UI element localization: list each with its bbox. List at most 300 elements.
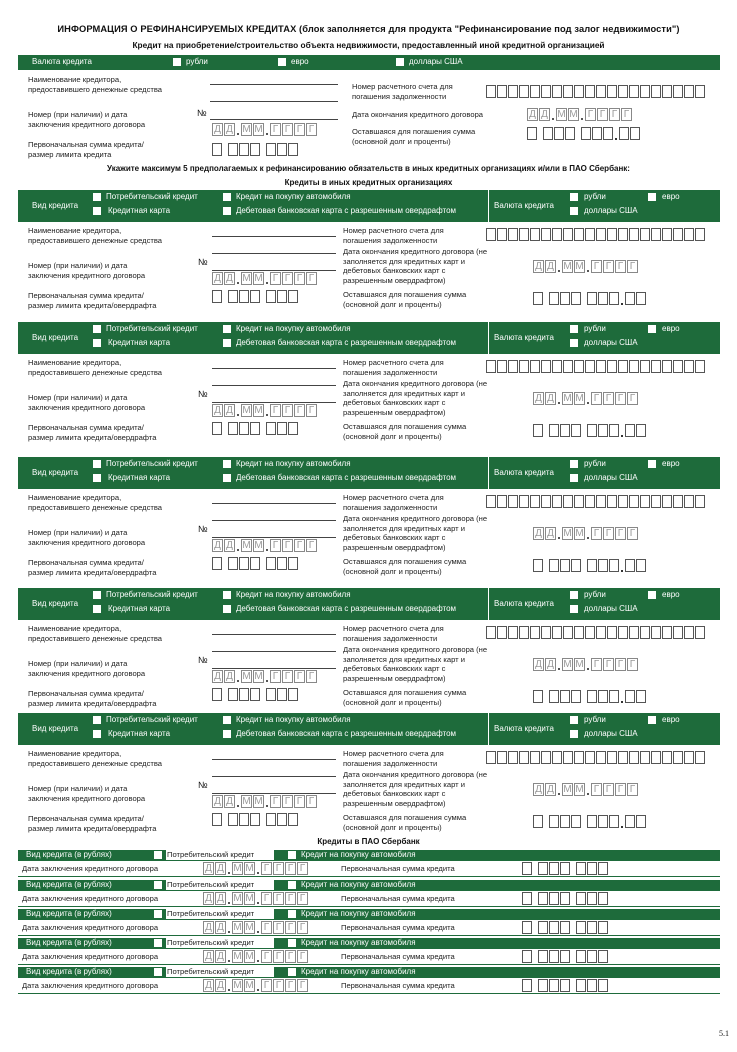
- date-cell[interactable]: М: [557, 109, 566, 120]
- digit-cell[interactable]: [585, 495, 595, 508]
- contract-date-field[interactable]: [212, 404, 318, 417]
- digit-cell[interactable]: [486, 360, 496, 373]
- digit-cell[interactable]: [695, 85, 705, 98]
- type-checkbox[interactable]: [288, 910, 296, 918]
- digit-cell[interactable]: [587, 921, 597, 934]
- date-cell[interactable]: Г: [282, 795, 293, 808]
- date-cell[interactable]: М: [242, 124, 251, 135]
- digit-cell[interactable]: [695, 228, 705, 241]
- digit-cell[interactable]: [497, 751, 507, 764]
- digit-cell[interactable]: [541, 626, 551, 639]
- digit-cell[interactable]: [486, 228, 496, 241]
- date-cell[interactable]: Г: [261, 921, 272, 934]
- date-cell[interactable]: М: [245, 951, 254, 962]
- digit-cell[interactable]: [212, 557, 222, 570]
- date-cell[interactable]: Г: [270, 272, 281, 285]
- creditor-line[interactable]: [212, 503, 336, 504]
- type-checkbox[interactable]: [93, 591, 101, 599]
- date-cell[interactable]: Г: [591, 527, 602, 540]
- currency-checkbox[interactable]: [648, 591, 656, 599]
- currency-checkbox[interactable]: [173, 58, 181, 66]
- date-cell[interactable]: Д: [212, 123, 223, 136]
- currency-checkbox[interactable]: [570, 207, 578, 215]
- date-cell[interactable]: М: [242, 540, 251, 551]
- date-cell[interactable]: Д: [539, 108, 550, 121]
- amount-field[interactable]: [212, 422, 299, 435]
- digit-cell[interactable]: [508, 85, 518, 98]
- digit-cell[interactable]: [554, 127, 564, 140]
- digit-cell[interactable]: [640, 751, 650, 764]
- digit-cell[interactable]: [228, 143, 238, 156]
- end-date-field[interactable]: [533, 392, 639, 405]
- digit-cell[interactable]: [212, 688, 222, 701]
- digit-cell[interactable]: [587, 424, 597, 437]
- account-field[interactable]: [486, 360, 706, 373]
- contract-date-field[interactable]: [203, 862, 309, 875]
- digit-cell[interactable]: [571, 424, 581, 437]
- digit-cell[interactable]: [538, 950, 548, 963]
- digit-cell[interactable]: [560, 892, 570, 905]
- digit-cell[interactable]: [587, 950, 597, 963]
- digit-cell[interactable]: [609, 424, 619, 437]
- account-field[interactable]: [486, 85, 706, 98]
- date-cell[interactable]: Г: [270, 670, 281, 683]
- digit-cell[interactable]: [239, 557, 249, 570]
- digit-cell[interactable]: [277, 290, 287, 303]
- type-checkbox[interactable]: [93, 460, 101, 468]
- date-cell[interactable]: Г: [285, 862, 296, 875]
- digit-cell[interactable]: [609, 292, 619, 305]
- digit-cell[interactable]: [609, 815, 619, 828]
- amount-field[interactable]: [212, 143, 299, 156]
- digit-cell[interactable]: [598, 559, 608, 572]
- digit-cell[interactable]: [563, 85, 573, 98]
- digit-cell[interactable]: [607, 626, 617, 639]
- contract-number-line[interactable]: [210, 119, 338, 120]
- digit-cell[interactable]: [625, 815, 635, 828]
- date-cell[interactable]: М: [563, 659, 572, 670]
- digit-cell[interactable]: [288, 557, 298, 570]
- date-cell[interactable]: Г: [270, 123, 281, 136]
- digit-cell[interactable]: [673, 360, 683, 373]
- digit-cell[interactable]: [673, 751, 683, 764]
- digit-cell[interactable]: [486, 495, 496, 508]
- date-cell[interactable]: Г: [261, 979, 272, 992]
- creditor-line-2[interactable]: [212, 253, 336, 254]
- digit-cell[interactable]: [684, 495, 694, 508]
- date-cell[interactable]: Г: [282, 123, 293, 136]
- digit-cell[interactable]: [212, 813, 222, 826]
- contract-date-field[interactable]: [212, 272, 318, 285]
- currency-checkbox[interactable]: [570, 339, 578, 347]
- date-cell[interactable]: Д: [203, 950, 214, 963]
- digit-cell[interactable]: [618, 751, 628, 764]
- digit-cell[interactable]: [662, 495, 672, 508]
- digit-cell[interactable]: [618, 360, 628, 373]
- date-cell[interactable]: Г: [603, 783, 614, 796]
- date-cell[interactable]: Г: [270, 795, 281, 808]
- date-cell[interactable]: Д: [212, 272, 223, 285]
- digit-cell[interactable]: [598, 424, 608, 437]
- digit-cell[interactable]: [486, 85, 496, 98]
- digit-cell[interactable]: [587, 892, 597, 905]
- date-cell[interactable]: Д: [212, 795, 223, 808]
- amount-field[interactable]: [212, 290, 299, 303]
- digit-cell[interactable]: [288, 422, 298, 435]
- date-cell[interactable]: Г: [273, 979, 284, 992]
- digit-cell[interactable]: [288, 143, 298, 156]
- type-checkbox[interactable]: [223, 730, 231, 738]
- digit-cell[interactable]: [571, 690, 581, 703]
- digit-cell[interactable]: [277, 813, 287, 826]
- digit-cell[interactable]: [549, 815, 559, 828]
- digit-cell[interactable]: [618, 85, 628, 98]
- date-cell[interactable]: Д: [533, 392, 544, 405]
- digit-cell[interactable]: [662, 85, 672, 98]
- date-cell[interactable]: Г: [627, 260, 638, 273]
- date-cell[interactable]: Г: [627, 658, 638, 671]
- digit-cell[interactable]: [571, 559, 581, 572]
- digit-cell[interactable]: [587, 559, 597, 572]
- digit-cell[interactable]: [560, 292, 570, 305]
- remaining-field[interactable]: [527, 127, 641, 140]
- digit-cell[interactable]: [684, 751, 694, 764]
- date-cell[interactable]: Д: [545, 392, 556, 405]
- currency-checkbox[interactable]: [396, 58, 404, 66]
- digit-cell[interactable]: [629, 228, 639, 241]
- digit-cell[interactable]: [250, 143, 260, 156]
- digit-cell[interactable]: [603, 127, 613, 140]
- digit-cell[interactable]: [560, 979, 570, 992]
- date-cell[interactable]: Г: [294, 404, 305, 417]
- date-cell[interactable]: Г: [306, 404, 317, 417]
- digit-cell[interactable]: [571, 815, 581, 828]
- currency-checkbox[interactable]: [570, 591, 578, 599]
- digit-cell[interactable]: [695, 360, 705, 373]
- digit-cell[interactable]: [651, 751, 661, 764]
- remaining-field[interactable]: [533, 559, 647, 572]
- date-cell[interactable]: Г: [294, 123, 305, 136]
- digit-cell[interactable]: [549, 292, 559, 305]
- digit-cell[interactable]: [618, 495, 628, 508]
- digit-cell[interactable]: [576, 862, 586, 875]
- digit-cell[interactable]: [519, 85, 529, 98]
- type-checkbox[interactable]: [93, 605, 101, 613]
- digit-cell[interactable]: [497, 228, 507, 241]
- digit-cell[interactable]: [607, 360, 617, 373]
- date-cell[interactable]: М: [254, 671, 263, 682]
- digit-cell[interactable]: [530, 626, 540, 639]
- contract-number-line[interactable]: [212, 402, 336, 403]
- digit-cell[interactable]: [587, 979, 597, 992]
- date-cell[interactable]: М: [563, 784, 572, 795]
- contract-date-field[interactable]: [212, 539, 318, 552]
- digit-cell[interactable]: [576, 921, 586, 934]
- date-cell[interactable]: Г: [591, 260, 602, 273]
- digit-cell[interactable]: [288, 813, 298, 826]
- digit-cell[interactable]: [607, 228, 617, 241]
- digit-cell[interactable]: [212, 290, 222, 303]
- digit-cell[interactable]: [549, 559, 559, 572]
- date-cell[interactable]: Г: [294, 795, 305, 808]
- contract-date-field[interactable]: [203, 979, 309, 992]
- date-cell[interactable]: Г: [294, 272, 305, 285]
- digit-cell[interactable]: [574, 626, 584, 639]
- digit-cell[interactable]: [560, 862, 570, 875]
- date-cell[interactable]: М: [254, 405, 263, 416]
- currency-checkbox[interactable]: [648, 325, 656, 333]
- end-date-field[interactable]: [533, 527, 639, 540]
- contract-number-line[interactable]: [212, 793, 336, 794]
- digit-cell[interactable]: [486, 751, 496, 764]
- digit-cell[interactable]: [673, 495, 683, 508]
- digit-cell[interactable]: [552, 228, 562, 241]
- digit-cell[interactable]: [519, 495, 529, 508]
- digit-cell[interactable]: [598, 862, 608, 875]
- digit-cell[interactable]: [239, 813, 249, 826]
- contract-number-line[interactable]: [212, 270, 336, 271]
- type-checkbox[interactable]: [223, 605, 231, 613]
- digit-cell[interactable]: [587, 862, 597, 875]
- account-field[interactable]: [486, 228, 706, 241]
- account-field[interactable]: [486, 626, 706, 639]
- date-cell[interactable]: Д: [533, 658, 544, 671]
- digit-cell[interactable]: [571, 292, 581, 305]
- digit-cell[interactable]: [497, 495, 507, 508]
- digit-cell[interactable]: [266, 143, 276, 156]
- digit-cell[interactable]: [695, 495, 705, 508]
- digit-cell[interactable]: [651, 495, 661, 508]
- date-cell[interactable]: Г: [294, 670, 305, 683]
- date-cell[interactable]: Г: [297, 892, 308, 905]
- digit-cell[interactable]: [549, 921, 559, 934]
- digit-cell[interactable]: [560, 690, 570, 703]
- digit-cell[interactable]: [563, 751, 573, 764]
- type-checkbox[interactable]: [223, 339, 231, 347]
- digit-cell[interactable]: [549, 892, 559, 905]
- digit-cell[interactable]: [508, 751, 518, 764]
- digit-cell[interactable]: [662, 360, 672, 373]
- digit-cell[interactable]: [266, 422, 276, 435]
- digit-cell[interactable]: [585, 85, 595, 98]
- digit-cell[interactable]: [239, 688, 249, 701]
- date-cell[interactable]: Г: [591, 783, 602, 796]
- digit-cell[interactable]: [651, 85, 661, 98]
- digit-cell[interactable]: [277, 688, 287, 701]
- creditor-line-2[interactable]: [212, 651, 336, 652]
- date-cell[interactable]: Д: [224, 123, 235, 136]
- type-checkbox[interactable]: [154, 939, 162, 947]
- date-cell[interactable]: М: [242, 273, 251, 284]
- date-cell[interactable]: Д: [212, 670, 223, 683]
- creditor-line-2[interactable]: [212, 385, 336, 386]
- date-cell[interactable]: Г: [306, 795, 317, 808]
- type-checkbox[interactable]: [93, 193, 101, 201]
- currency-checkbox[interactable]: [570, 474, 578, 482]
- date-cell[interactable]: Г: [285, 892, 296, 905]
- digit-cell[interactable]: [576, 979, 586, 992]
- digit-cell[interactable]: [598, 292, 608, 305]
- date-cell[interactable]: Г: [261, 892, 272, 905]
- digit-cell[interactable]: [651, 360, 661, 373]
- digit-cell[interactable]: [598, 979, 608, 992]
- date-cell[interactable]: М: [569, 109, 578, 120]
- digit-cell[interactable]: [651, 228, 661, 241]
- digit-cell[interactable]: [228, 688, 238, 701]
- amount-field[interactable]: [212, 557, 299, 570]
- digit-cell[interactable]: [574, 751, 584, 764]
- digit-cell[interactable]: [619, 127, 629, 140]
- digit-cell[interactable]: [277, 422, 287, 435]
- date-cell[interactable]: Д: [215, 892, 226, 905]
- date-cell[interactable]: М: [245, 922, 254, 933]
- end-date-field[interactable]: [533, 783, 639, 796]
- account-field[interactable]: [486, 751, 706, 764]
- digit-cell[interactable]: [592, 127, 602, 140]
- type-checkbox[interactable]: [154, 881, 162, 889]
- date-cell[interactable]: М: [233, 893, 242, 904]
- digit-cell[interactable]: [266, 688, 276, 701]
- date-cell[interactable]: Д: [545, 527, 556, 540]
- digit-cell[interactable]: [519, 228, 529, 241]
- digit-cell[interactable]: [228, 557, 238, 570]
- contract-date-field[interactable]: [203, 950, 309, 963]
- date-cell[interactable]: Г: [285, 950, 296, 963]
- digit-cell[interactable]: [598, 950, 608, 963]
- digit-cell[interactable]: [640, 228, 650, 241]
- creditor-line-2[interactable]: [212, 776, 336, 777]
- digit-cell[interactable]: [522, 979, 532, 992]
- digit-cell[interactable]: [563, 228, 573, 241]
- digit-cell[interactable]: [607, 751, 617, 764]
- date-cell[interactable]: Д: [527, 108, 538, 121]
- digit-cell[interactable]: [673, 85, 683, 98]
- digit-cell[interactable]: [684, 360, 694, 373]
- digit-cell[interactable]: [695, 751, 705, 764]
- digit-cell[interactable]: [212, 422, 222, 435]
- digit-cell[interactable]: [684, 626, 694, 639]
- date-cell[interactable]: М: [245, 893, 254, 904]
- digit-cell[interactable]: [277, 557, 287, 570]
- digit-cell[interactable]: [560, 815, 570, 828]
- digit-cell[interactable]: [250, 813, 260, 826]
- digit-cell[interactable]: [636, 292, 646, 305]
- digit-cell[interactable]: [552, 360, 562, 373]
- date-cell[interactable]: Г: [585, 108, 596, 121]
- digit-cell[interactable]: [250, 557, 260, 570]
- date-cell[interactable]: Г: [270, 539, 281, 552]
- digit-cell[interactable]: [662, 751, 672, 764]
- contract-date-field[interactable]: [212, 123, 318, 136]
- date-cell[interactable]: М: [242, 671, 251, 682]
- amount-field[interactable]: [522, 892, 609, 905]
- digit-cell[interactable]: [629, 85, 639, 98]
- date-cell[interactable]: Г: [603, 658, 614, 671]
- creditor-line[interactable]: [212, 236, 336, 237]
- date-cell[interactable]: Г: [615, 658, 626, 671]
- digit-cell[interactable]: [563, 495, 573, 508]
- digit-cell[interactable]: [288, 290, 298, 303]
- digit-cell[interactable]: [239, 422, 249, 435]
- date-cell[interactable]: Г: [603, 527, 614, 540]
- digit-cell[interactable]: [549, 950, 559, 963]
- date-cell[interactable]: Д: [212, 404, 223, 417]
- contract-date-field[interactable]: [203, 892, 309, 905]
- digit-cell[interactable]: [636, 424, 646, 437]
- remaining-field[interactable]: [533, 815, 647, 828]
- type-checkbox[interactable]: [223, 325, 231, 333]
- date-cell[interactable]: Д: [215, 950, 226, 963]
- date-cell[interactable]: Г: [615, 392, 626, 405]
- account-field[interactable]: [486, 495, 706, 508]
- date-cell[interactable]: Г: [627, 783, 638, 796]
- date-cell[interactable]: Д: [533, 527, 544, 540]
- digit-cell[interactable]: [596, 85, 606, 98]
- type-checkbox[interactable]: [154, 851, 162, 859]
- date-cell[interactable]: Д: [203, 921, 214, 934]
- digit-cell[interactable]: [560, 424, 570, 437]
- remaining-field[interactable]: [533, 292, 647, 305]
- digit-cell[interactable]: [530, 85, 540, 98]
- date-cell[interactable]: Д: [203, 892, 214, 905]
- digit-cell[interactable]: [598, 690, 608, 703]
- date-cell[interactable]: Д: [203, 862, 214, 875]
- digit-cell[interactable]: [684, 85, 694, 98]
- date-cell[interactable]: М: [254, 540, 263, 551]
- date-cell[interactable]: Г: [297, 950, 308, 963]
- date-cell[interactable]: Г: [294, 539, 305, 552]
- date-cell[interactable]: Г: [261, 950, 272, 963]
- type-checkbox[interactable]: [288, 939, 296, 947]
- date-cell[interactable]: М: [245, 980, 254, 991]
- date-cell[interactable]: Г: [603, 392, 614, 405]
- date-cell[interactable]: Г: [297, 979, 308, 992]
- amount-field[interactable]: [522, 862, 609, 875]
- date-cell[interactable]: Г: [306, 272, 317, 285]
- date-cell[interactable]: М: [242, 796, 251, 807]
- digit-cell[interactable]: [519, 626, 529, 639]
- digit-cell[interactable]: [640, 626, 650, 639]
- digit-cell[interactable]: [552, 751, 562, 764]
- digit-cell[interactable]: [508, 495, 518, 508]
- date-cell[interactable]: Г: [270, 404, 281, 417]
- digit-cell[interactable]: [522, 950, 532, 963]
- date-cell[interactable]: Д: [203, 979, 214, 992]
- digit-cell[interactable]: [560, 921, 570, 934]
- digit-cell[interactable]: [596, 751, 606, 764]
- digit-cell[interactable]: [673, 228, 683, 241]
- digit-cell[interactable]: [625, 559, 635, 572]
- date-cell[interactable]: Д: [224, 404, 235, 417]
- currency-checkbox[interactable]: [570, 325, 578, 333]
- digit-cell[interactable]: [549, 424, 559, 437]
- date-cell[interactable]: М: [233, 951, 242, 962]
- type-checkbox[interactable]: [223, 716, 231, 724]
- date-cell[interactable]: М: [563, 393, 572, 404]
- digit-cell[interactable]: [598, 815, 608, 828]
- currency-checkbox[interactable]: [648, 716, 656, 724]
- date-cell[interactable]: Г: [603, 260, 614, 273]
- digit-cell[interactable]: [640, 495, 650, 508]
- digit-cell[interactable]: [228, 422, 238, 435]
- type-checkbox[interactable]: [223, 460, 231, 468]
- currency-checkbox[interactable]: [648, 460, 656, 468]
- digit-cell[interactable]: [530, 228, 540, 241]
- digit-cell[interactable]: [541, 751, 551, 764]
- digit-cell[interactable]: [533, 559, 543, 572]
- digit-cell[interactable]: [519, 360, 529, 373]
- digit-cell[interactable]: [212, 143, 222, 156]
